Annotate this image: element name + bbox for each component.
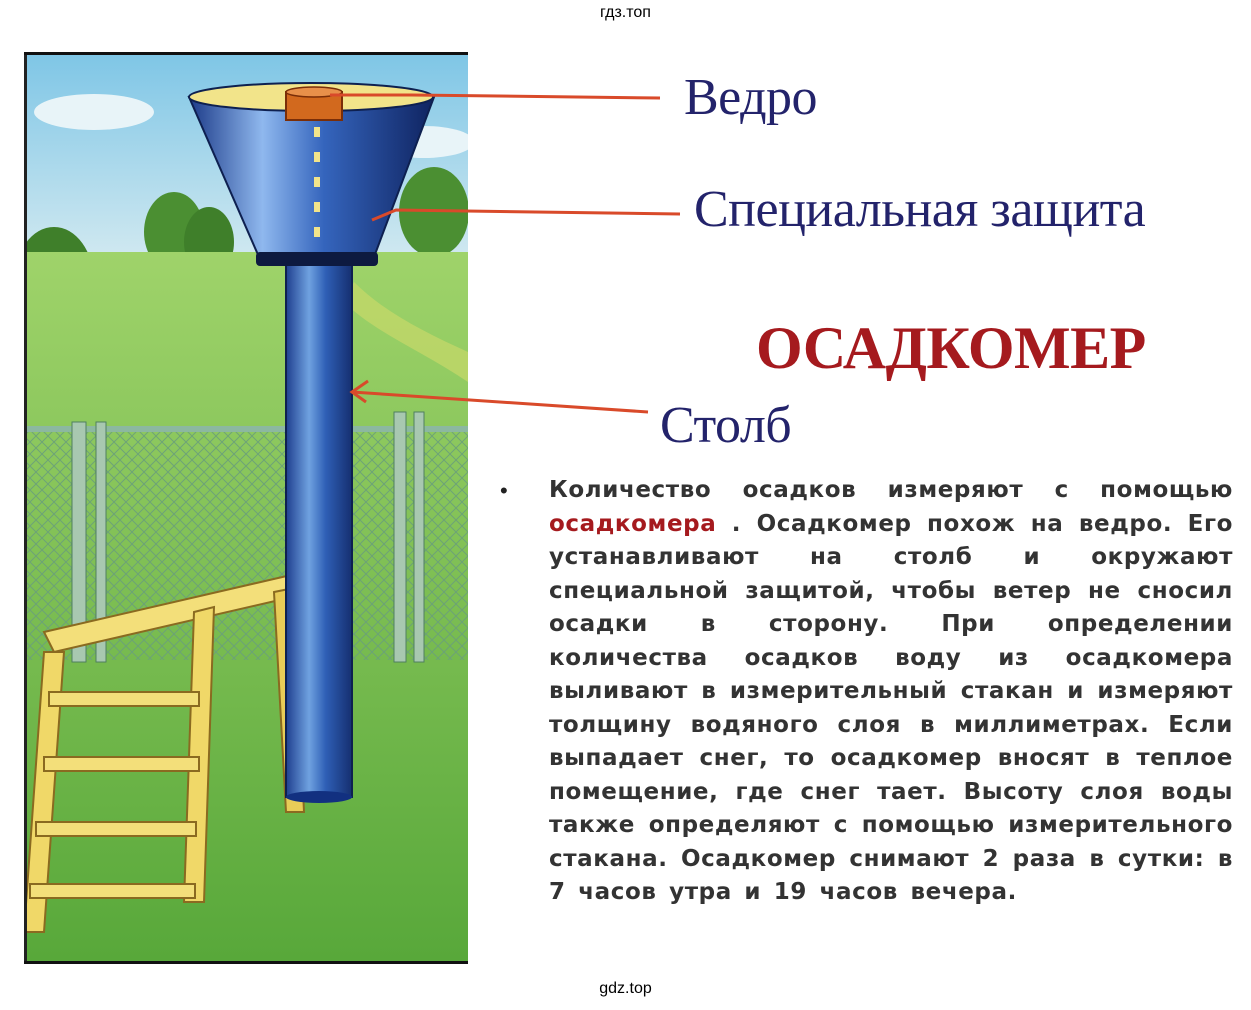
label-bucket: Ведро: [684, 69, 818, 126]
body-text-part1: Количество осадков измеряют с помощью: [549, 477, 1233, 503]
pointer-shield: [372, 210, 680, 220]
label-pole: Столб: [660, 397, 792, 454]
body-text-highlight: осадкомера: [549, 510, 717, 537]
page-title: ОСАДКОМЕР: [756, 315, 1146, 381]
bullet-point: •: [500, 478, 508, 503]
body-text-part2: . Осадкомер похож на ведро. Его устанавливают на столб и окружают специальной защитой, чтобы ветер не сносил осадки в сторону. При определении количества осадков воду из осадкомера выливают в измерительный стакан и измеряют толщину водяного слоя в миллиметрах. Если выпадает снег, то осадкомер вносят в теплое помещение, где снег тает. Высоту слоя воды также определяют с помощью измерительного стакана. Осадкомер снимают 2 раза в сутки: в 7 часов утра и 19 часов вечера.: [549, 510, 1233, 905]
description-paragraph: [549, 474, 1233, 910]
label-special-shield: Специальная защита: [694, 181, 1146, 238]
watermark-top: гдз.топ: [600, 4, 651, 21]
watermark-bottom: gdz.top: [599, 980, 652, 997]
pointer-bucket: [330, 95, 660, 98]
pointer-pole: [352, 392, 648, 412]
